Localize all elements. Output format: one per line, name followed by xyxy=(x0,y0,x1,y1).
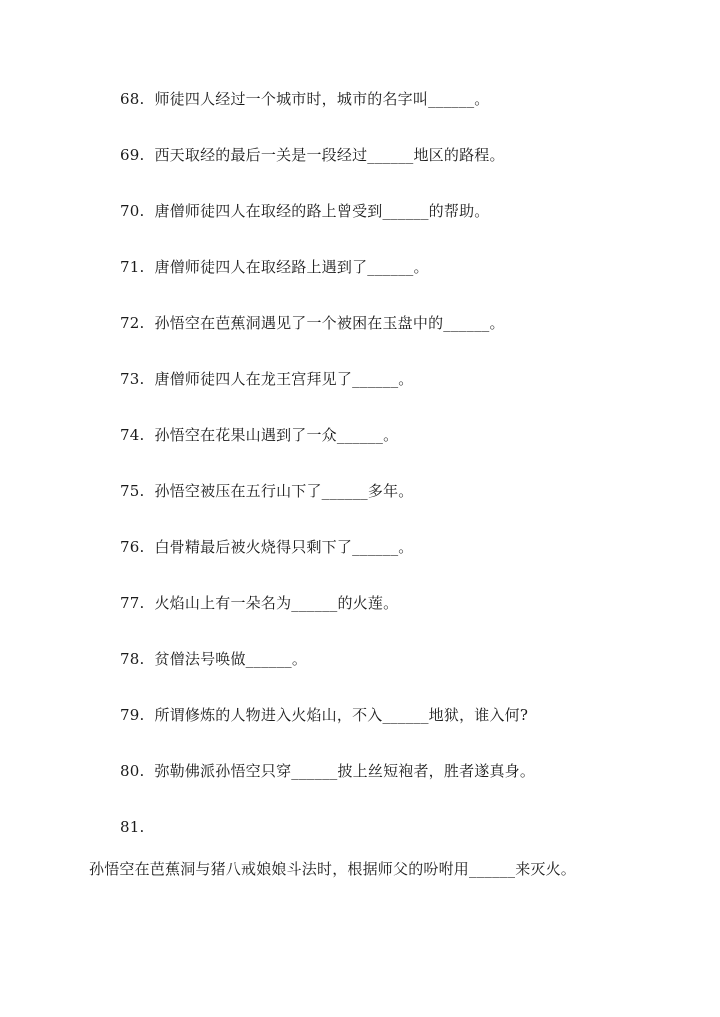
question-73 xyxy=(120,369,413,389)
question-number: 71. xyxy=(120,258,145,276)
question-number: 72. xyxy=(120,314,145,332)
question-number: 75. xyxy=(120,482,145,500)
question-text: 唐僧师徒四人在龙王宫拜见了______。 xyxy=(154,370,414,388)
question-text: 孙悟空在花果山遇到了一众______。 xyxy=(154,426,399,444)
question-text: 火焰山上有一朵名为______的火莲。 xyxy=(154,594,399,612)
question-75 xyxy=(120,481,413,501)
question-76 xyxy=(120,537,413,557)
question-69 xyxy=(120,145,505,165)
question-text: 所谓修炼的人物进入火焰山，不入______地狱，谁入何? xyxy=(154,706,529,724)
question-70 xyxy=(120,201,489,221)
question-number: 74. xyxy=(120,426,145,444)
question-text: 唐僧师徒四人在取经的路上曾受到______的帮助。 xyxy=(154,202,490,220)
question-number: 70. xyxy=(120,202,145,220)
question-text: 孙悟空在芭蕉洞遇见了一个被困在玉盘中的______。 xyxy=(154,314,505,332)
question-number: 73. xyxy=(120,370,145,388)
question-number: 76. xyxy=(120,538,145,556)
question-79 xyxy=(120,705,528,725)
question-81-text: 孙悟空在芭蕉洞与猪八戒娘娘斗法时，根据师父的吩咐用______来灭火。 xyxy=(89,860,577,878)
question-text: 孙悟空被压在五行山下了______多年。 xyxy=(154,482,414,500)
question-number: 80. xyxy=(120,762,145,780)
question-number: 78. xyxy=(120,650,145,668)
question-80 xyxy=(120,761,535,781)
question-71 xyxy=(120,257,429,277)
question-text: 唐僧师徒四人在取经路上遇到了______。 xyxy=(154,258,429,276)
question-74 xyxy=(120,425,398,445)
question-text: 白骨精最后被火烧得只剩下了______。 xyxy=(154,538,414,556)
question-number: 68. xyxy=(120,90,145,108)
question-81 xyxy=(120,817,154,837)
question-number: 69. xyxy=(120,146,145,164)
question-72 xyxy=(120,313,505,333)
question-text: 西天取经的最后一关是一段经过______地区的路程。 xyxy=(154,146,505,164)
question-77 xyxy=(120,593,398,613)
question-78 xyxy=(120,649,307,669)
question-number: 81. xyxy=(120,818,145,836)
question-text: 弥勒佛派孙悟空只穿______披上丝短袍者，胜者遂真身。 xyxy=(154,762,536,780)
question-text: 师徒四人经过一个城市时，城市的名字叫______。 xyxy=(154,90,490,108)
question-text: 贫僧法号唤做______。 xyxy=(154,650,308,668)
question-68 xyxy=(120,89,489,109)
question-number: 77. xyxy=(120,594,145,612)
question-number: 79. xyxy=(120,706,145,724)
